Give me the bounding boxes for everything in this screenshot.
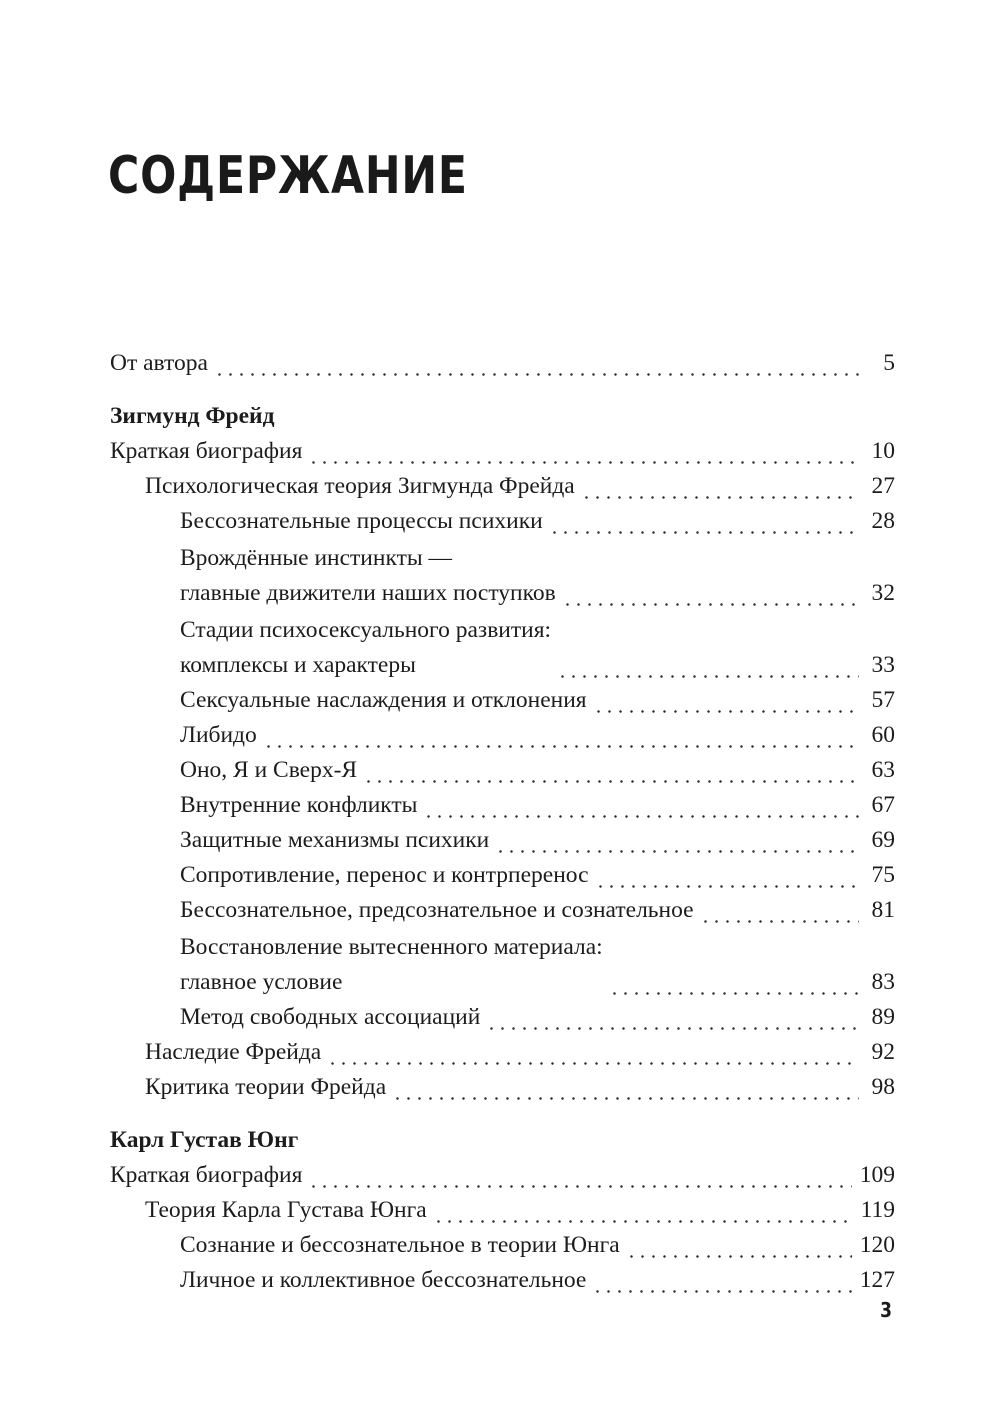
toc-entry-title-line: комплексы и характеры [180,652,416,678]
toc-entry-title: Бессознательное, предсознательное и сознательное [180,897,694,923]
toc-entry[interactable] [110,930,895,1000]
toc-entry[interactable] [110,541,895,611]
dot-leader [626,1228,852,1263]
toc-entry[interactable] [110,753,895,788]
toc-entry-title: Наследие Фрейда [145,1039,322,1065]
toc-entry-page: 75 [871,862,895,888]
toc-entry-title-line: Восстановление вытесненного материала: [180,934,603,960]
dot-leader [308,1158,851,1193]
toc-entry[interactable] [110,893,895,928]
dot-leader [433,1193,853,1228]
toc-entry[interactable] [110,1035,895,1070]
toc-entry[interactable] [110,1263,895,1298]
page-number: 3 [880,1298,892,1322]
toc-entry[interactable] [110,718,895,753]
dot-leader [700,893,859,928]
toc-entry-title [180,613,551,683]
toc-entry-page: 127 [859,1267,895,1293]
toc-entry-title-line: Стадии психосексуального развития: [180,617,552,643]
toc-entry-title: Сексуальные наслаждения и отклонения [180,687,587,713]
toc-entry[interactable] [110,469,895,504]
toc-entry[interactable] [110,1193,895,1228]
dot-leader [557,648,859,683]
toc-entry-title: Краткая биография [110,438,303,464]
toc-entry-page: 5 [883,350,895,376]
dot-leader [581,469,859,504]
toc-entry-page: 67 [871,792,895,818]
dot-leader [327,1035,859,1070]
toc-entry-page: 98 [871,1074,895,1100]
toc-entry-title-line: главные движители наших поступков [180,580,556,606]
toc-entry-page: 28 [871,508,895,534]
toc-entry[interactable] [110,1070,895,1105]
toc-entry[interactable] [110,1000,895,1035]
dot-leader [486,1000,859,1035]
dot-leader [423,788,859,823]
toc-entry-page: 60 [871,722,895,748]
toc-entry-page: 27 [871,473,895,499]
toc-entry-intro[interactable] [110,346,895,381]
toc-entry-page: 32 [871,580,895,606]
toc-entry[interactable] [110,788,895,823]
toc-entry-title: Теория Карла Густава Юнга [145,1197,427,1223]
dot-leader [308,434,859,469]
toc-entry[interactable] [110,613,895,683]
dot-leader [595,858,859,893]
toc-entry-title: Защитные механизмы психики [180,827,490,853]
toc-entry-title-line: главное условие [180,969,343,995]
toc-entry[interactable] [110,434,895,469]
dot-leader [263,718,859,753]
table-of-contents [110,346,895,1298]
toc-entry-title: Личное и коллективное бессознательное [180,1267,587,1293]
toc-entry-page: 10 [871,438,895,464]
toc-entry-title: Психологическая теория Зигмунда Фрейда [145,473,575,499]
toc-entry-title: От автора [110,350,208,376]
toc-entry-title: Метод свободных ассоциаций [180,1004,481,1030]
toc-entry-page: 33 [871,652,895,678]
toc-entry-title: Сознание и бессознательное в теории Юнга [180,1232,620,1258]
toc-entry-page: 120 [859,1232,895,1258]
toc-entry-title: Краткая биография [110,1162,303,1188]
toc-entry-page: 81 [871,897,895,923]
dot-leader [592,1263,851,1298]
toc-entry[interactable] [110,504,895,539]
toc-entry-title-line: Врождённые инстинкты — [180,545,453,571]
toc-entry-page: 69 [871,827,895,853]
toc-entry-page: 89 [871,1004,895,1030]
toc-entry-page: 109 [859,1162,895,1188]
toc-entry-title: Либидо [180,722,257,748]
section-heading-freud: Зигмунд Фрейд [110,403,275,429]
toc-entry-title: Бессознательные процессы психики [180,508,543,534]
dot-leader [609,965,859,1000]
toc-entry-page: 83 [871,969,895,995]
dot-leader [392,1070,859,1105]
dot-leader [562,576,859,611]
toc-entry-page: 63 [871,757,895,783]
dot-leader [549,504,859,539]
toc-entry-title: Сопротивление, перенос и контрперенос [180,862,589,888]
toc-entry[interactable] [110,683,895,718]
toc-entry-page: 119 [860,1197,895,1223]
toc-entry-title: Оно, Я и Сверх-Я [180,757,358,783]
toc-entry-title: Внутренние конфликты [180,792,418,818]
toc-entry[interactable] [110,1228,895,1263]
toc-entry-title [180,930,603,1000]
toc-entry-title: Критика теории Фрейда [145,1074,387,1100]
toc-entry-page: 57 [871,687,895,713]
toc-entry[interactable] [110,1158,895,1193]
dot-leader [363,753,859,788]
toc-entry[interactable] [110,823,895,858]
toc-entry-page: 92 [871,1039,895,1065]
page-title: СОДЕРЖАНИЕ [108,146,468,206]
toc-entry[interactable] [110,858,895,893]
toc-entry-title [180,541,556,611]
section-heading-jung: Карл Густав Юнг [110,1127,299,1153]
dot-leader [593,683,859,718]
dot-leader [495,823,859,858]
dot-leader [214,346,859,381]
